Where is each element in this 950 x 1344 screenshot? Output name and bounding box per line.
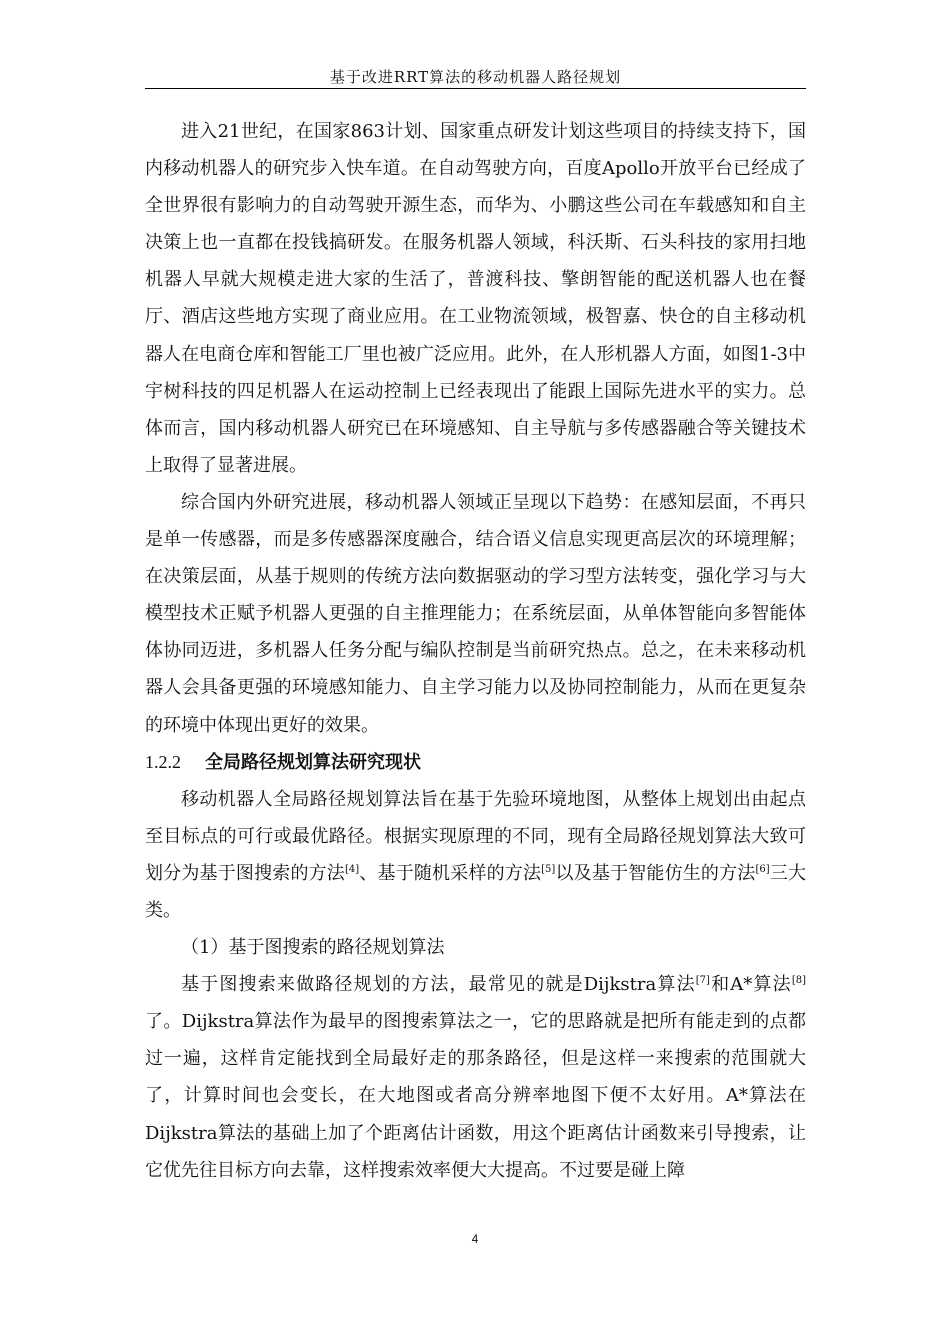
citation: [6]: [755, 863, 770, 875]
text-segment: 、基于随机采样的方法: [359, 862, 542, 884]
citation: [7]: [695, 975, 710, 987]
text-segment: 和A*算法: [709, 974, 792, 996]
text-segment: 移动机器人全局路径规划算法旨在基于先验环境地图，从整体上规划出由起点至目标点的可行或最优路径。根据实现原理的不同，现有全局路径规划算法大致可划分为基于图搜索的方法: [145, 788, 806, 884]
running-header: 基于改进RRT算法的移动机器人路径规划: [329, 68, 622, 86]
paragraph-domestic-research: 进入21世纪，在国家863计划、国家重点研发计划这些项目的持续支持下，国内移动机器人的研究步入快车道。在自动驾驶方向，百度Apollo开放平台已经成了全世界很有影响力的自动驾驶开源生态，而华为、小鹏这些公司在车载感知和自主决策上也一直都在投钱搞研发。在服务机器人领域，科沃斯、石头科技的家用扫地机器人早就大规模走进大家的生活了，普渡科技、擎朗智能的配送机器人也在餐厅、酒店这些地方实现了商业应用。在工业物流领域，极智嘉、快仓的自主移动机器人在电商仓库和智能工厂里也被广泛应用。此外，在人形机器人方面，如图1-3中宇树科技的四足机器人在运动控制上已经表现出了能跟上国际先进水平的实力。总体而言，国内移动机器人研究已在环境感知、自主导航与多传感器融合等关键技术上取得了显著进展。: [145, 121, 806, 476]
section-heading: [145, 744, 806, 781]
citation: [8]: [791, 975, 807, 987]
paragraph-graph-search: [145, 966, 806, 1189]
page-body: [145, 113, 806, 1189]
citation: [4]: [344, 863, 360, 875]
subheading-graph-search: （1）基于图搜索的路径规划算法: [181, 937, 445, 959]
citation: [5]: [541, 863, 556, 875]
paragraph-global-planning-intro: [145, 781, 806, 929]
text-segment: 三大类。: [145, 862, 807, 921]
page-number: 4: [471, 1232, 479, 1246]
text-segment: 以及基于智能仿生的方法: [555, 862, 756, 884]
section-title: 全局路径规划算法研究现状: [205, 751, 421, 773]
text-segment: 了。Dijkstra算法作为最早的图搜索算法之一，它的思路就是把所有能走到的点都过一遍，这样肯定能找到全局最好走的那条路径，但是这样一来搜索的范围就大了，计算时间也会变长，在大地图或者高分辨率地图下便不太好用。A*算法在Dijkstra算法的基础上加了个距离估计函数，用这个距离估计函数来引导搜索，让它优先往目标方向去靠，这样搜索效率便大大提高。不过要是碰上障: [145, 1011, 806, 1181]
paragraph-research-trends: 综合国内外研究进展，移动机器人领域正呈现以下趋势：在感知层面，不再只是单一传感器，而是多传感器深度融合，结合语义信息实现更高层次的环境理解；在决策层面，从基于规则的传统方法向数据驱动的学习型方法转变，强化学习与大模型技术正赋予机器人更强的自主推理能力；在系统层面，从单体智能向多智能体体协同迈进，多机器人任务分配与编队控制是当前研究热点。总之，在未来移动机器人会具备更强的环境感知能力、自主学习能力以及协同控制能力，从而在更复杂的环境中体现出更好的效果。: [145, 491, 806, 736]
section-number: 1.2.2: [145, 751, 181, 772]
header-rule: [145, 88, 806, 89]
text-segment: 基于图搜索来做路径规划的方法，最常见的就是Dijkstra算法: [181, 974, 696, 996]
